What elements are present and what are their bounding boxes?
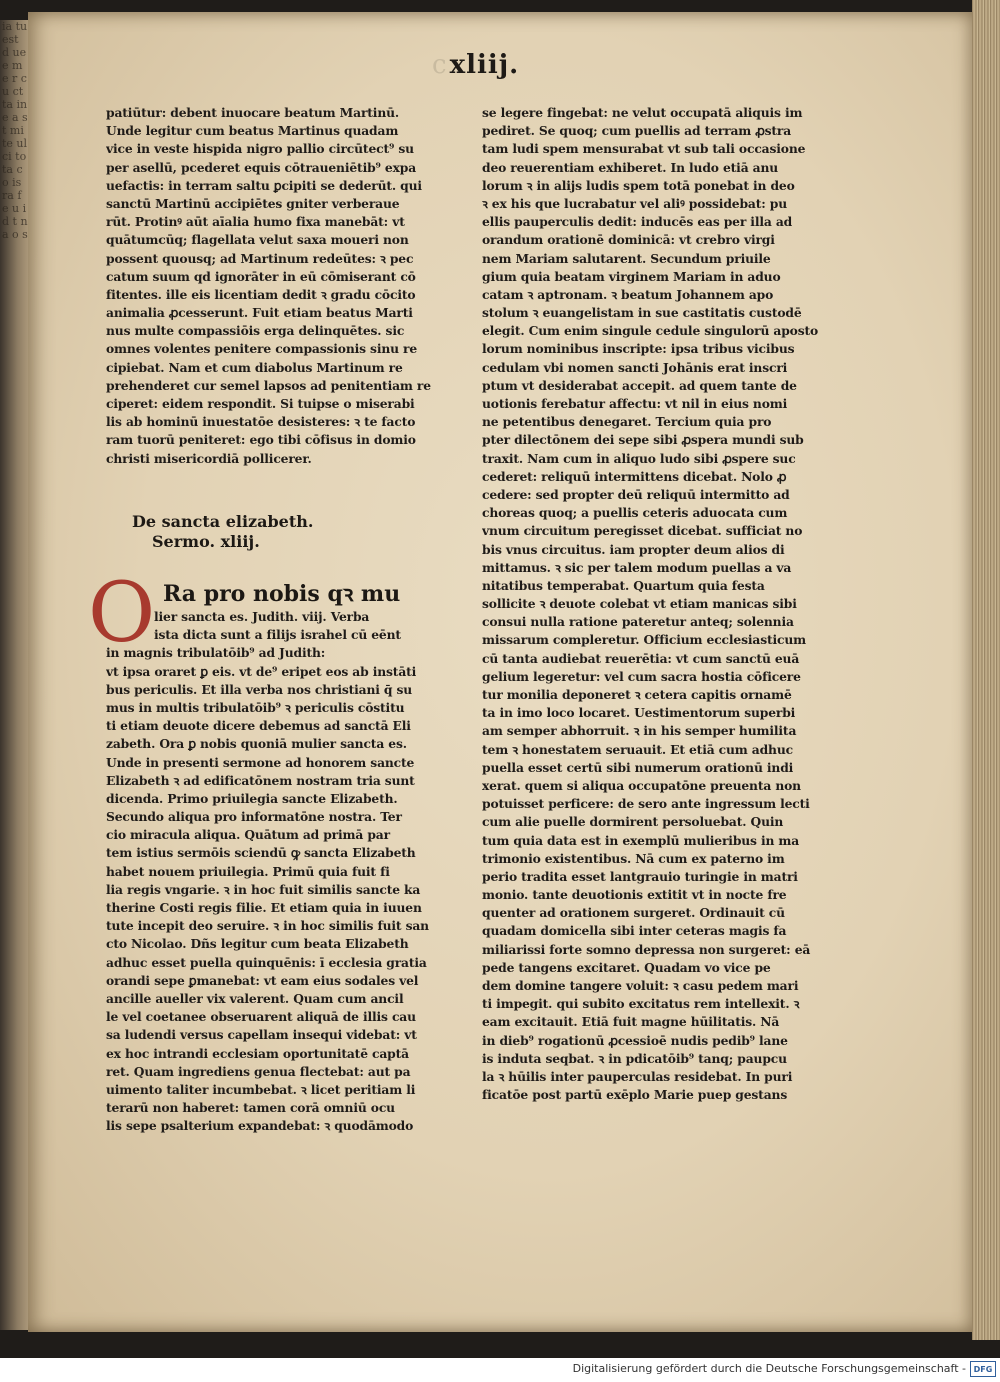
text-line: perio tradita esset lantgrauio turingie in matri [482, 868, 798, 884]
text-line: orandi sepe ꝑmanebat: vt eam eius sodales vel [106, 972, 419, 988]
text-line: tam ludi spem mensurabat vt sub tali occasione [482, 141, 806, 157]
text-line: dicenda. Primo priuilegia sancte Elizabeth. [106, 790, 398, 806]
text-line: nitatibus temperabat. Quartum quia festa [482, 577, 765, 593]
text-line: Unde in presenti sermone ad honorem sancte [106, 754, 415, 770]
text-line: elegit. Cum enim singule cedule singulorū aposto [482, 323, 819, 339]
text-line: potuisset perficere: de sero ante ingressum lecti [482, 796, 810, 812]
left-column-bottom [106, 608, 478, 1135]
text-line: lorum nominibus inscripte: ipsa tribus vicibus [482, 341, 795, 357]
text-line: ex hoc intrandi ecclesiam oportunitatē captā [106, 1045, 409, 1061]
text-line: choreas quoq; a puellis ceteris aduocata cum [482, 505, 788, 521]
text-line: ciperet: eidem respondit. Si tuipse o miserabi [106, 396, 415, 411]
text-line: Secundo aliqua pro informatōne nostra. Ter [106, 809, 402, 825]
text-line: consui nulla ratione pateretur anteq; solennia [482, 614, 794, 630]
text-line: mittamus. ꝛ sic per talem modum puellas a va [482, 559, 792, 575]
text-line: is induta seqbat. ꝛ in pdicatōib⁹ tanq; paupcu [482, 1050, 787, 1066]
sermon-heading [132, 512, 432, 552]
text-line: patiūtur: debent inuocare beatum Martinū. [106, 105, 400, 120]
text-line: in magnis tribulatōib⁹ ad Judith: [106, 645, 326, 661]
text-line: vice in veste hispida nigro pallio circūtect⁹ su [106, 141, 414, 157]
text-line: zabeth. Ora ꝑ nobis quoniā mulier sancta es. [106, 736, 407, 752]
text-line: ptum vt desiderabat accepit. ad quem tante de [482, 377, 797, 393]
text-line: animalia ꝓcesserunt. Fuit etiam beatus Marti [106, 305, 413, 321]
text-line: xerat. quem si aliqua occupatōne preuenta non [482, 777, 801, 793]
text-line: catam ꝛ aptronam. ꝛ beatum Johannem apo [482, 286, 774, 302]
page-edges [972, 0, 1000, 1340]
text-line: eam excitauit. Etiā fuit magne hūilitatis. Nā [482, 1014, 780, 1030]
text-line: gium quia beatam virginem Mariam in aduo [482, 268, 781, 284]
text-line: mus in multis tribulatōib⁹ ꝛ periculis cōstitu [106, 699, 405, 715]
text-line: possent quousq; ad Martinum redeūtes: ꝛ pec [106, 250, 414, 266]
text-line: quātumcūq; flagellata velut saxa moueri non [106, 232, 409, 248]
folio-number [432, 50, 542, 86]
text-line: trimonio existentibus. Nā cum ex paterno im [482, 850, 785, 866]
text-line: tem istius sermōis sciendū ꝙ sancta Elizabeth [106, 845, 416, 861]
text-line: cedere: sed propter deū reliquū intermitto ad [482, 486, 790, 502]
text-line: nem Mariam salutarent. Secundum priuile [482, 250, 771, 266]
text-line: catum suum qd ignorāter in eū cōmiserant cō [106, 268, 416, 284]
text-line: rūt. Protinꝰ aūt aīalia humo fixa manebāt: vt [106, 214, 405, 230]
text-line: tum quia data est in exemplū mulieribus in ma [482, 832, 800, 848]
text-line: lis ab hominū inuestatōe desisteres: ꝛ te facto [106, 414, 416, 430]
text-line: se legere fingebat: ne velut occupatā aliquis im [482, 105, 803, 120]
text-line: la ꝛ hūilis inter pauperculas residebat. In puri [482, 1068, 793, 1084]
text-line: missarum compleretur. Officium ecclesiasticum [482, 632, 807, 648]
text-line: ti impegit. qui subito excitatus rem intellexit. ꝛ [482, 996, 800, 1012]
text-line: quenter ad orationem surgeret. Ordinauit cū [482, 905, 785, 921]
text-line: quadam domicella sibi inter ceteras magis fa [482, 923, 787, 939]
text-line: ram tuorū peniteret: ego tibi cōfisus in domio [106, 432, 416, 448]
text-line: pediret. Se quoq; cum puellis ad terram ꝓstra [482, 123, 792, 139]
text-line: ficatōe post partū exēplo Marie puep gestans [482, 1087, 788, 1103]
text-line: ancille aueller vix valerent. Quam cum ancil [106, 990, 404, 1006]
text-line: ista dicta sunt a filijs israhel cū eēnt [154, 627, 401, 643]
text-line: ellis pauperculis dedit: inducēs eas per illa ad [482, 214, 793, 230]
text-line: pter dilectōnem dei sepe sibi ꝓspera mundi sub [482, 432, 804, 448]
text-line: bus periculis. Et illa verba nos christiani q̄ su [106, 681, 413, 697]
text-line: uefactis: in terram saltu ꝑcipiti se dederūt. qui [106, 177, 422, 193]
text-line: pede tangens excitaret. Quadam vo vice pe [482, 959, 771, 975]
heading-sermon-number: Sermo. xliij. [152, 532, 260, 551]
footer-credit: Digitalisierung gefördert durch die Deutsche Forschungsgemeinschaft - [572, 1362, 966, 1375]
text-line: sanctū Martinū accipiētes gniter verberaue [106, 195, 400, 211]
text-line: ne petentibus denegaret. Tercium quia pro [482, 414, 772, 430]
text-line: lorum ꝛ in alijs ludis spem totā ponebat in deo [482, 177, 795, 193]
text-line: sollicite ꝛ deuote colebat vt etiam manicas sibi [482, 596, 797, 612]
text-line: gelium legeretur: vel cum sacra hostia cōficere [482, 668, 801, 684]
text-line: nus multe compassiōis erga delinquētes. sic [106, 323, 405, 339]
text-line: adhuc esset puella quinquēnis: ī ecclesia gratia [106, 954, 427, 970]
text-line: terarū non haberet: tamen corā omniū ocu [106, 1100, 395, 1116]
text-line: deo reuerentiam exhiberet. In ludo etiā anu [482, 159, 779, 175]
text-line: tute incepit deo seruire. ꝛ in hoc similis fuit san [106, 918, 429, 934]
text-line: sa ludendi versus capellam insequi videbat: vt [106, 1027, 417, 1043]
facing-page-text: ia tu est d ue e me r cu ct ta ine a st mi te ul ci to ta co is ra f e u i d t n a o s [2, 20, 28, 241]
text-line: le vel coetanee obseruarent aliquā de illis cau [106, 1009, 416, 1025]
text-line: christi misericordiā pollicerer. [106, 450, 312, 466]
red-initial-letter: O [88, 566, 156, 661]
text-line: dem domine tangere voluit: ꝛ casu pedem mari [482, 978, 799, 993]
text-line: uimento taliter incumbebat. ꝛ licet peritiam li [106, 1081, 416, 1097]
text-line: lier sancta es. Judith. viij. Verba [154, 609, 370, 624]
text-line: cipiebat. Nam et cum diabolus Martinum re [106, 359, 403, 375]
text-line: Unde legitur cum beatus Martinus quadam [106, 123, 399, 139]
text-line: in dieb⁹ rogationū ꝓcessioē nudis pedib⁹ lane [482, 1032, 788, 1048]
text-line: Elizabeth ꝛ ad edificatōnem nostram tria sunt [106, 772, 415, 788]
text-line: therine Costi regis filie. Et etiam quia in iuuen [106, 900, 422, 915]
dfg-logo: DFG [970, 1361, 996, 1377]
text-line: monio. tante deuotionis extitit vt in nocte fre [482, 887, 787, 903]
text-line: vt ipsa oraret ꝑ eis. vt de⁹ eripet eos ab instāti [106, 663, 417, 679]
text-line: bis vnus circuitus. iam propter deum alios di [482, 541, 785, 557]
text-line: lia regis vngarie. ꝛ in hoc fuit similis sancte ka [106, 881, 421, 897]
text-line: prehenderet cur semel lapsos ad penitentiam re [106, 377, 431, 393]
footer-bar [0, 1358, 1000, 1382]
text-line: cederet: reliquū intermittens dicebat. Nolo ꝓ [482, 468, 787, 484]
left-column-top [106, 104, 476, 468]
text-line: tem ꝛ honestatem seruauit. Et etiā cum adhuc [482, 741, 793, 757]
text-line: ti etiam deuote dicere debemus ad sanctā Eli [106, 718, 411, 734]
right-column [482, 104, 862, 1104]
text-line: fitentes. ille eis licentiam dedit ꝛ gradu cōcito [106, 286, 416, 302]
incipit-line: Ra pro nobis qꝛ mu [163, 581, 401, 607]
text-line: puella esset certū sibi numerum orationū indi [482, 759, 794, 775]
text-line: traxit. Nam cum in aliquo ludo sibi ꝓspere suc [482, 450, 796, 466]
text-line: omnes volentes penitere compassionis sinu re [106, 341, 418, 357]
folio-faded-mark: c [432, 50, 448, 80]
text-line: ret. Quam ingrediens genua flectebat: aut pa [106, 1063, 411, 1079]
text-line: cio miracula aliqua. Quātum ad primā par [106, 827, 390, 843]
text-line: cū tanta audiebat reuerētia: vt cum sanctū euā [482, 650, 800, 666]
text-line: am semper abhorruit. ꝛ in his semper humilita [482, 723, 797, 739]
text-line: ꝛ ex his que lucrabatur vel aliꝰ possidebat: pu [482, 195, 788, 211]
text-line: lis sepe psalterium expandebat: ꝛ quodāmodo [106, 1118, 414, 1134]
folio-label: xliij. [449, 50, 520, 80]
text-line: vnum circuitum peregisset dicebat. sufficiat no [482, 523, 803, 539]
text-line: uotionis ferebatur affectu: vt nil in eius nomi [482, 396, 788, 411]
text-line: cedulam vbi nomen sancti Johānis erat inscri [482, 359, 788, 375]
text-line: habet nouem priuilegia. Primū quia fuit fi [106, 863, 390, 879]
text-line: miliarissi forte somno depressa non surgeret: eā [482, 941, 811, 957]
text-line: cum alie puelle dormirent persoluebat. Quin [482, 814, 784, 830]
text-line: stolum ꝛ euangelistam in sue castitatis custodē [482, 305, 802, 321]
text-line: ta in imo loco locaret. Uestimentorum superbi [482, 705, 796, 721]
text-line: per asellū, pcederet equis cōtraueniētib⁹ expa [106, 159, 417, 175]
text-line: cto Nicolao. Dñs legitur cum beata Elizabeth [106, 936, 409, 952]
text-line: orandum orationē dominicā: vt crebro virgi [482, 232, 775, 248]
text-line: tur monilia deponeret ꝛ cetera capitis ornamē [482, 687, 792, 702]
heading-title: De sancta elizabeth. [132, 512, 314, 531]
